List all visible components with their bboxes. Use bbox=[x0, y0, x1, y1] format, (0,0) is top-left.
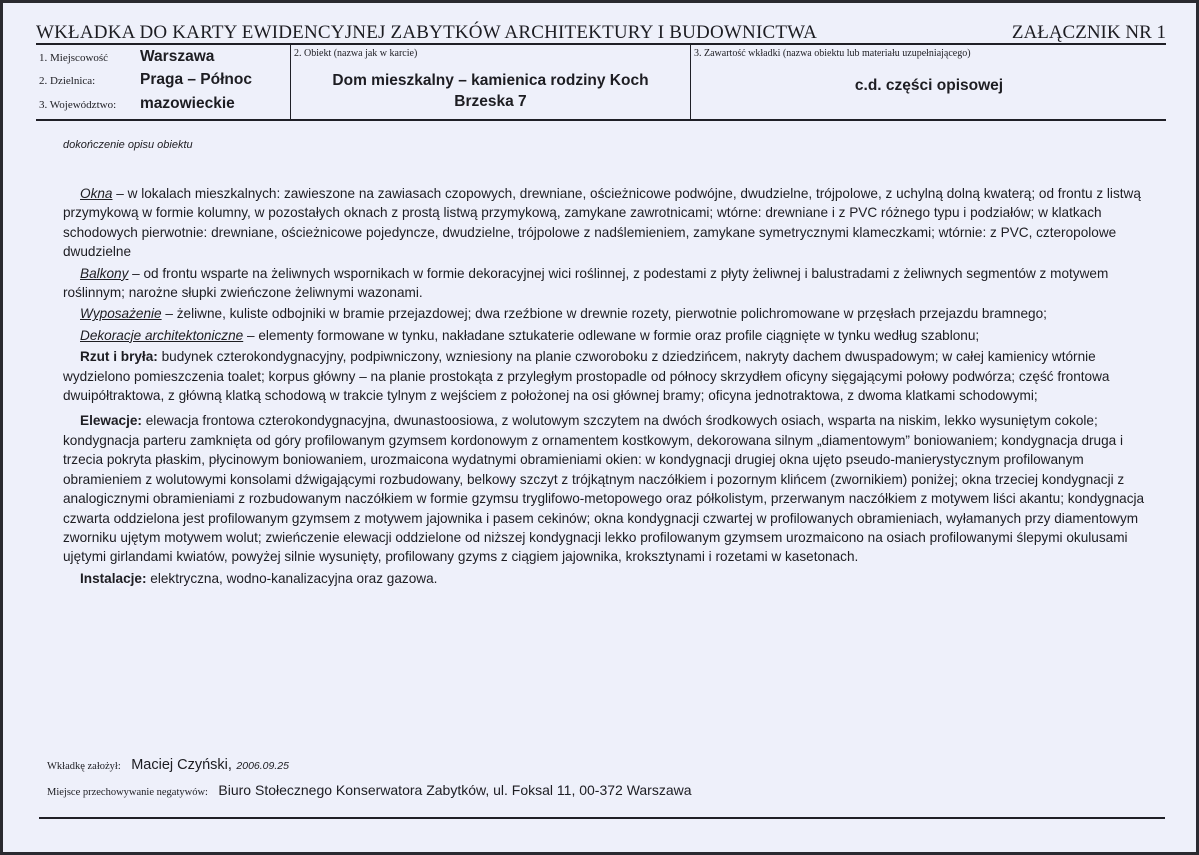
contents-value: c.d. części opisowej bbox=[854, 77, 1004, 94]
field-value: mazowieckie bbox=[140, 95, 235, 112]
paragraph-term: Okna bbox=[80, 186, 113, 201]
paragraph-elevations bbox=[63, 411, 1151, 566]
contents-caption: 3. Zawartość wkładki (nazwa obiektu lub materiału uzupełniającego) bbox=[694, 48, 971, 59]
description-body bbox=[63, 184, 1151, 590]
paragraph-term: Wyposażenie bbox=[80, 306, 162, 322]
storage-label: Miejsce przechowywanie negatywów: bbox=[47, 787, 208, 798]
bottom-divider bbox=[39, 817, 1165, 819]
field-city bbox=[36, 47, 290, 69]
paragraph-text: żeliwne, kuliste odbojniki w bramie przejazdowej; dwa rzeźbione w drewnie rozety, pierwotnie polichromowane w przęsłach przejazdu bramnego; bbox=[176, 306, 1047, 322]
paragraph-windows bbox=[63, 184, 1151, 262]
storage-value: Biuro Stołecznego Konserwatora Zabytków, ul. Foksal 11, 00-372 Warszawa bbox=[218, 782, 692, 798]
object-name bbox=[291, 70, 690, 112]
paragraph-term: Dekoracje architektoniczne bbox=[80, 327, 244, 343]
field-label: 1. Miejscowość bbox=[39, 52, 109, 64]
paragraph-term: Instalacje: bbox=[80, 570, 147, 586]
contents-field bbox=[690, 45, 1167, 119]
field-label: 2. Dzielnica: bbox=[39, 75, 96, 87]
paragraph-text: elektryczna, wodno-kanalizacyjna oraz gazowa. bbox=[150, 570, 438, 586]
paragraph-text: w lokalach mieszkalnych: zawieszone na zawiasach czopowych, drewniane, ościeżnicowe podwójne, dwudzielne, trójpolowe, z uchylną dolną kwaterą; od frontu z listwą przymykową w formie kolumny, w pozostałych oknach z prostą listwą przymykową, zamykane zawrotnicami; wtórne: drewniane i z PVC różnego typu i podziałów; w klatkach schodowych pierwotnie: drewniane, ościeżnicowe pojedyncze, dwudzielne, trójpolowe z nadślemieniem, zamykane symetrycznymi klameczkami; wtórnie: z PVC, czteropolowe dwudzielne bbox=[63, 186, 1141, 260]
title-row bbox=[36, 23, 1166, 45]
annex-number: ZAŁĄCZNIK NR 1 bbox=[1011, 22, 1166, 43]
paragraph-equipment bbox=[63, 304, 1151, 323]
field-value: Warszawa bbox=[140, 48, 215, 65]
paragraph-text: od frontu wsparte na żeliwnych wspornikach w formie dekoracyjnej wici roślinnej, z podestami z płyty żeliwnej i balustradami z żeliwnych segmentów z motywem roślinnym; narożne słupki zwieńczone żeliwnymi wazonami. bbox=[63, 265, 1109, 301]
paragraph-term: Rzut i bryła: bbox=[80, 349, 158, 365]
document-page bbox=[3, 3, 1196, 852]
field-label: 3. Województwo: bbox=[39, 99, 117, 111]
separator: – bbox=[161, 306, 177, 322]
paragraph-balconies bbox=[63, 264, 1151, 303]
header-grid bbox=[36, 45, 1166, 121]
section-subcaption: dokończenie opisu obiektu bbox=[63, 139, 193, 151]
separator: – bbox=[128, 265, 144, 281]
paragraph-text: elewacja frontowa czterokondygnacyjna, dwunastoosiowa, z wolutowym szczytem na dwóch środkowych osiach, wsparta na niskim, lekko wysuniętym cokole; kondygnacja parteru zamknięta od góry profilowanym gzymsem kordonowym z ornamentem kostkowym, dekorowana silnym „diamentowym” boniowaniem; kondygnacja druga i trzecia pokryta płaskim, płycinowym boniowaniem, urozmaicona wydatnymi obramieniami okien: w kondygnacji drugiej okna ujęto pseudo-manierystycznym profilowanym obramieniem z wolutowymi konsolami dźwigającymi rozbudowany, belkowy szczyt z trójkątnym naczółkiem i pozornym klińcem (zwornikiem) poniżej; okna trzeciej kondygnacji z analogicznymi obramieniami z rozbudowanym naczółkiem w formie gzymsu tryglifowo-metopowego oraz półkolistym, przerwanym naczółkiem z motywem liści akantu; kondygnacja czwarta oddzielona jest profilowanym gzymsem z motywem jajownika i pasem cekinów; okna kondygnacji czwartej w profilowanych obramieniach, wyłamanych przy diamentowym zworniku ujętym motywem wolut; zwieńczenie elewacji oddzielone od niższej kondygnacji lekko profilowanym gzymsem urozmaicono na osiach profilowanymi ślepymi okulusami ujętymi girlandami kwiatów, powyżej silnie wysunięty, profilowany gzyms z ciągiem jajownika, kroksztynami i rozetami w kasetonach. bbox=[63, 413, 1145, 565]
object-name-line1: Dom mieszkalny – kamienica rodziny Koch bbox=[332, 72, 649, 89]
location-fields bbox=[36, 45, 290, 119]
paragraph-term: Balkony bbox=[80, 265, 129, 281]
field-district bbox=[36, 70, 290, 92]
object-name-line2: Brzeska 7 bbox=[454, 93, 527, 110]
author-date: 2006.09.25 bbox=[236, 760, 289, 772]
object-caption: 2. Obiekt (nazwa jak w karcie) bbox=[294, 48, 418, 59]
author-name: Maciej Czyński, bbox=[131, 757, 232, 773]
paragraph-text: budynek czterokondygnacyjny, podpiwniczony, wzniesiony na planie czworoboku z dziedzińcem, nakryty dachem dwuspadowym; w całej kamienicy wtórnie wydzielono pomieszczenia toalet; korpus główny – na planie prostokąta z przyległym prostopadle od północy skrzydłem oficyny sięgającymi połowy podwórza; część frontowa dwuipółtraktowa, z główną klatką schodową w trakcie tylnym z wejściem z położonej na osi głównej bramy; oficyna jednotraktowa, z dwoma klatkami schodowymi; bbox=[63, 349, 1110, 404]
field-voivodeship bbox=[36, 94, 290, 116]
object-field bbox=[290, 45, 690, 119]
separator: – bbox=[112, 186, 128, 201]
paragraph-installations bbox=[63, 569, 1151, 588]
paragraph-plan bbox=[63, 347, 1151, 405]
author-label: Wkładkę założył: bbox=[47, 761, 121, 772]
separator: – bbox=[243, 327, 259, 343]
paragraph-term: Elewacje: bbox=[80, 413, 142, 429]
document-title: WKŁADKA DO KARTY EWIDENCYJNEJ ZABYTKÓW ARCHITEKTURY I BUDOWNICTWA bbox=[36, 22, 818, 43]
paragraph-text: elementy formowane w tynku, nakładane sztukaterie odlewane w formie oraz profile ciągnięte w tynku według szablonu; bbox=[258, 327, 980, 343]
author-line bbox=[47, 756, 289, 774]
storage-line bbox=[47, 782, 692, 800]
field-value: Praga – Północ bbox=[140, 71, 252, 88]
paragraph-decorations bbox=[63, 326, 1151, 345]
